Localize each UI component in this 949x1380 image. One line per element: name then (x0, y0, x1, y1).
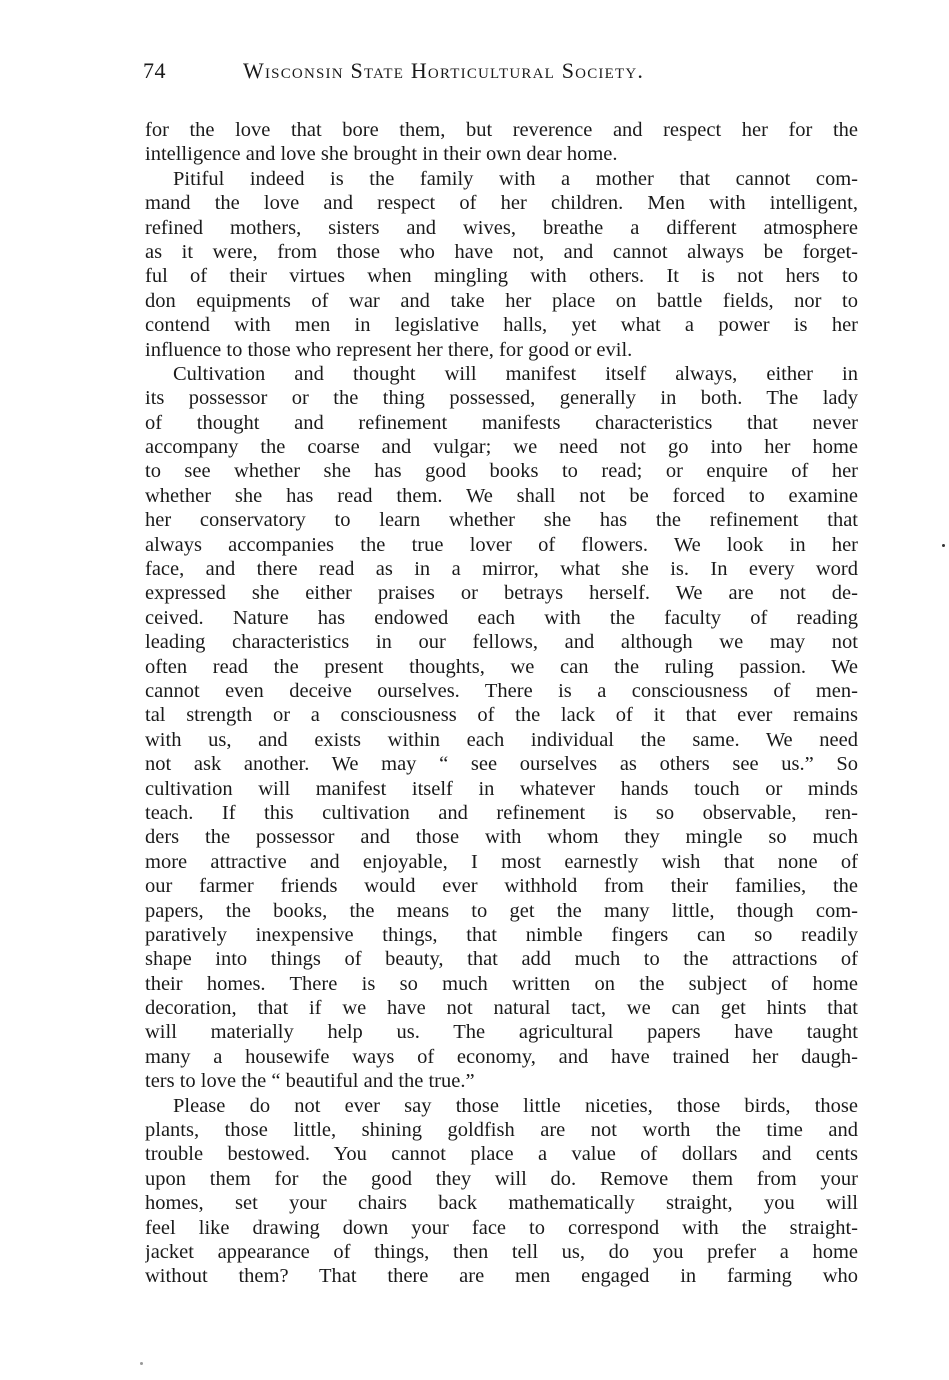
text-line: Please do not ever say those little niceties, those birds, those (173, 1094, 858, 1117)
text-line: our farmer friends would ever withhold from their families, the (145, 875, 858, 898)
text-line: upon them for the good they will do. Remove them from your (145, 1167, 858, 1190)
text-line: don equipments of war and take her place on battle fields, nor to (145, 289, 858, 312)
text-line: cultivation will manifest itself in whatever hands touch or minds (145, 777, 858, 800)
text-line: refined mothers, sisters and wives, breathe a different atmosphere (145, 216, 858, 239)
text-line: influence to those who represent her there, for good or evil. (145, 338, 633, 361)
text-line: accompany the coarse and vulgar; we need not go into her home (145, 436, 858, 459)
running-title: Wisconsin State Horticultural Society. (243, 58, 645, 83)
page-number: 74 (143, 58, 166, 83)
text-line: ters to love the “ beautiful and the true.” (145, 1070, 475, 1093)
text-line: decoration, that if we have not natural tact, we can get hints that (145, 997, 858, 1020)
text-line: many a housewife ways of economy, and have trained her daugh- (145, 1045, 858, 1068)
text-line: tal strength or a consciousness of the lack of it that ever remains (145, 704, 858, 727)
text-line: always accompanies the true lover of flowers. We look in her (145, 533, 858, 556)
text-line: expressed she either praises or betrays herself. We are not de- (145, 582, 858, 605)
text-line: cannot even deceive ourselves. There is a consciousness of men- (145, 679, 858, 702)
text-line: face, and there read as in a mirror, what she is. In every word (145, 558, 858, 581)
text-line: of thought and refinement manifests characteristics that never (145, 411, 858, 434)
text-line: leading characteristics in our fellows, and although we may not (145, 631, 858, 654)
text-line: to see whether she has good books to read; or enquire of her (145, 460, 858, 483)
text-line: Cultivation and thought will manifest itself always, either in (173, 362, 858, 385)
text-line: ders the possessor and those with whom they mingle so much (145, 826, 858, 849)
body-text (145, 118, 858, 1289)
text-line: often read the present thoughts, we can the ruling passion. We (145, 655, 858, 678)
text-line: teach. If this cultivation and refinement is so observable, ren- (145, 801, 858, 824)
running-header (143, 58, 859, 90)
text-line: feel like drawing down your face to correspond with the straight- (145, 1216, 858, 1239)
margin-speck (942, 544, 945, 547)
text-line: papers, the books, the means to get the many little, though com- (145, 899, 858, 922)
text-line: her conservatory to learn whether she has the refinement that (145, 509, 858, 532)
text-line: for the love that bore them, but reverence and respect her for the (145, 119, 858, 141)
text-line: jacket appearance of things, then tell us, do you prefer a home (145, 1240, 858, 1263)
text-line: as it were, from those who have not, and cannot always be forget- (145, 240, 858, 263)
text-line: with us, and exists within each individual the same. We need (145, 728, 858, 751)
text-line: intelligence and love she brought in their own dear home. (145, 143, 618, 166)
text-line: not ask another. We may “ see ourselves as others see us.” So (145, 753, 858, 776)
text-line: more attractive and enjoyable, I most earnestly wish that none of (145, 850, 858, 873)
text-line: contend with men in legislative halls, yet what a power is her (145, 314, 858, 337)
text-line: ceived. Nature has endowed each with the faculty of reading (145, 606, 858, 629)
text-line: homes, set your chairs back mathematically straight, you will (145, 1192, 858, 1215)
text-line: shape into things of beauty, that add much to the attractions of (145, 948, 858, 971)
text-line: its possessor or the thing possessed, generally in both. The lady (145, 387, 858, 410)
text-line: Pitiful indeed is the family with a mother that cannot com- (173, 167, 858, 190)
text-line: paratively inexpensive things, that nimble fingers can so readily (145, 923, 858, 946)
margin-speck (140, 1362, 143, 1365)
text-line: whether she has read them. We shall not be forced to examine (145, 484, 858, 507)
text-line: mand the love and respect of her children. Men with intelligent, (145, 192, 858, 215)
text-line: trouble bestowed. You cannot place a value of dollars and cents (145, 1143, 858, 1166)
text-line: their homes. There is so much written on the subject of home (145, 972, 858, 995)
text-line: without them? That there are men engaged in farming who (145, 1265, 858, 1288)
text-line: ful of their virtues when mingling with others. It is not hers to (145, 265, 858, 288)
text-line: plants, those little, shining goldfish are not worth the time and (145, 1119, 858, 1142)
text-line: will materially help us. The agricultural papers have taught (145, 1021, 858, 1044)
